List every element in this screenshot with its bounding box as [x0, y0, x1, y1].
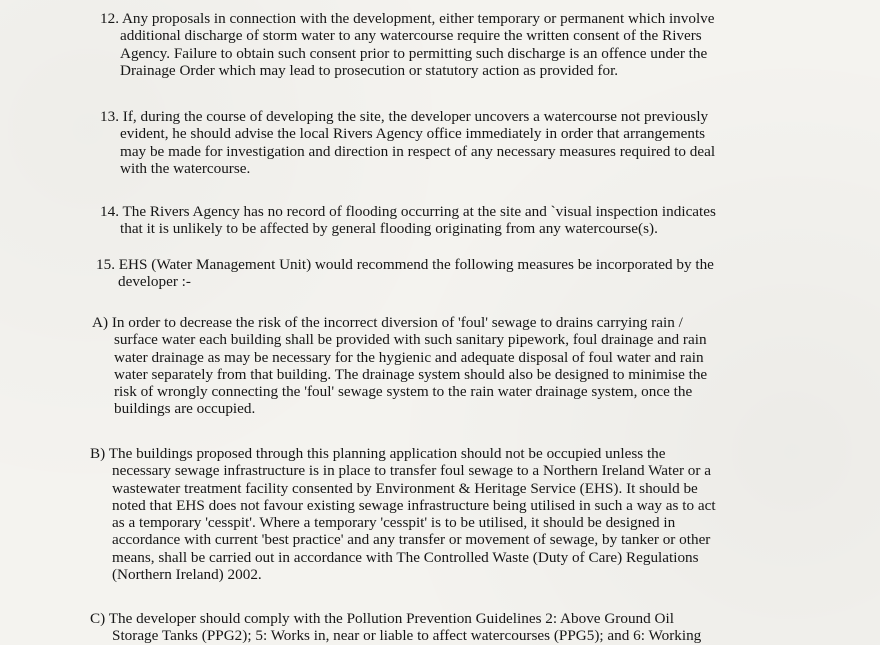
paragraph-b [90, 445, 716, 583]
text-line: C) The developer should comply with the Pollution Prevention Guidelines 2: Above Ground Oil [90, 610, 674, 627]
text-line: developer :- [118, 273, 191, 291]
text-line: 13. If, during the course of developing the site, the developer uncovers a watercourse not previously [100, 108, 709, 125]
paragraph-a [92, 314, 707, 418]
text-line: water separately from that building. The drainage system should also be designed to minimise the [114, 365, 708, 383]
text-line: additional discharge of storm water to any watercourse require the written consent of the Rivers [120, 27, 702, 45]
text-line: surface water each building shall be provided with such sanitary pipework, foul drainage and rain [114, 331, 707, 349]
text-line: means, shall be carried out in accordance with The Controlled Waste (Duty of Care) Regulations [112, 548, 699, 566]
text-line: necessary sewage infrastructure is in place to transfer foul sewage to a Northern Ireland Water or a [112, 462, 711, 480]
paragraph-13 [100, 108, 715, 177]
text-line: 15. EHS (Water Management Unit) would recommend the following measures be incorporated by the [96, 256, 714, 273]
text-line: water drainage as may be necessary for the hygienic and adequate disposal of foul water and rain [114, 348, 704, 366]
text-line: 12. Any proposals in connection with the development, either temporary or permanent which involve [100, 10, 715, 27]
text-line: Agency. Failure to obtain such consent prior to permitting such discharge is an offence under the [120, 44, 708, 62]
text-line: as a temporary 'cesspit'. Where a temporary 'cesspit' is to be utilised, it should be designed in [112, 514, 676, 532]
text-line: A) In order to decrease the risk of the incorrect diversion of 'foul' sewage to drains carrying rain / [92, 314, 683, 331]
text-line: 14. The Rivers Agency has no record of flooding occurring at the site and `visual inspection indicates [100, 203, 716, 220]
text-line: that it is unlikely to be affected by general flooding originating from any watercourse(s). [120, 220, 658, 238]
text-line: wastewater treatment facility consented by Environment & Heritage Service (EHS). It should be [112, 479, 698, 497]
text-line: with the watercourse. [120, 159, 251, 177]
text-line: risk of wrongly connecting the 'foul' sewage system to the rain water drainage system, once the [114, 383, 693, 401]
text-line: B) The buildings proposed through this planning application should not be occupied unless the [90, 445, 666, 462]
paragraph-12 [100, 10, 715, 79]
text-line: accordance with current 'best practice' and any transfer or movement of sewage, by tanker or other [112, 531, 711, 549]
text-line: buildings are occupied. [114, 400, 256, 418]
paragraph-14 [100, 203, 716, 238]
text-line: Drainage Order which may lead to prosecution or statutory action as provided for. [120, 61, 619, 79]
text-line: noted that EHS does not favour existing sewage infrastructure being utilised in such a way as to act [112, 496, 716, 514]
paragraph-15 [96, 256, 714, 291]
text-line: Storage Tanks (PPG2); 5: Works in, near or liable to affect watercourses (PPG5); and 6: Working [112, 627, 702, 645]
text-line: (Northern Ireland) 2002. [112, 566, 262, 584]
paragraph-c [90, 610, 701, 645]
text-line: may be made for investigation and direction in respect of any necessary measures required to deal [120, 142, 716, 160]
text-line: evident, he should advise the local Rivers Agency office immediately in order that arrangements [120, 125, 706, 143]
